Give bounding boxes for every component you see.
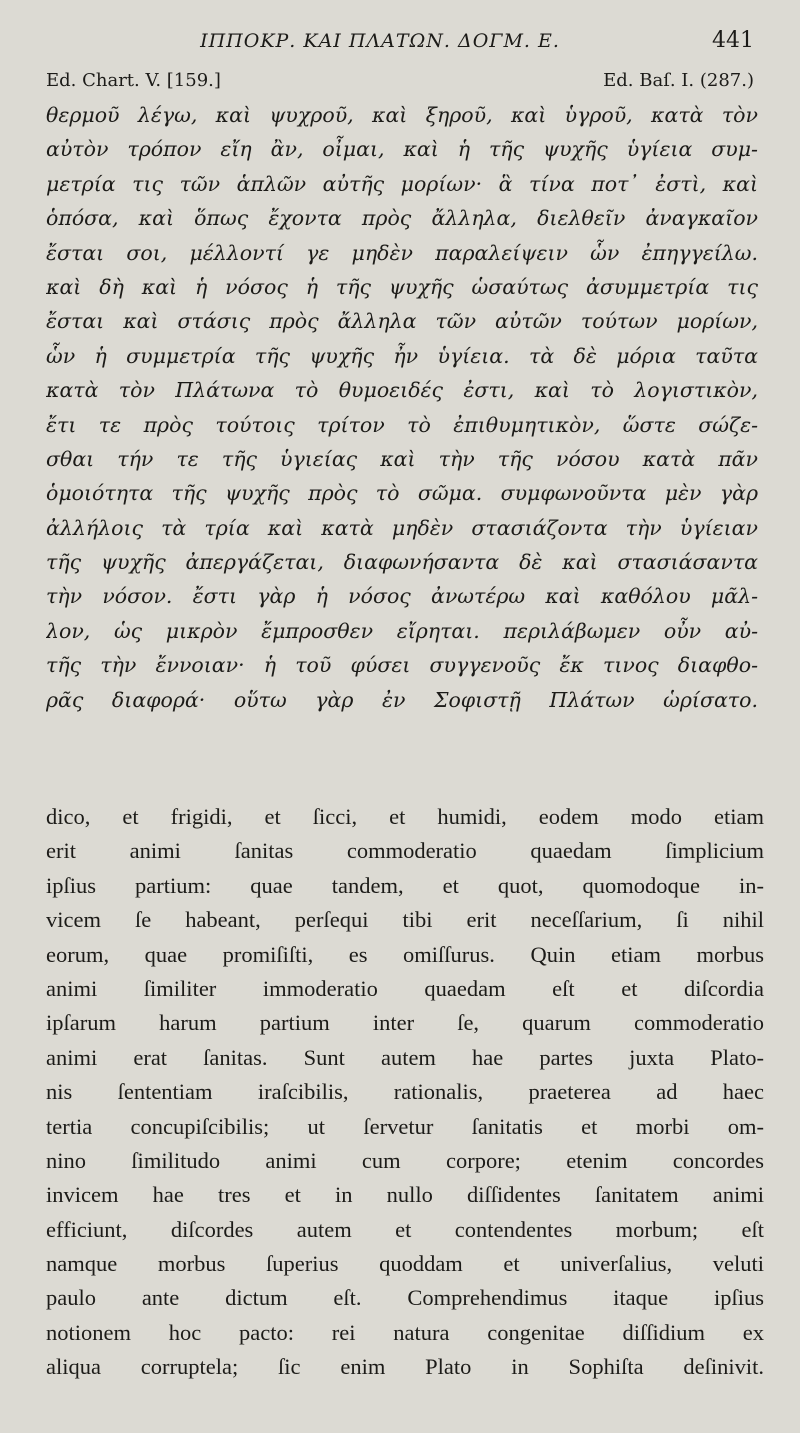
latin-text-line: invicem hae tres et in nullo diſſidentes ſanitatem animi <box>46 1182 764 1208</box>
latin-text-line: eorum, quae promiſiſti, es omiſſurus. Quin etiam morbus <box>46 941 764 967</box>
page-number: 441 <box>712 28 754 53</box>
latin-text-line: efficiunt, diſcordes autem et contendentes morbum; eſt <box>46 1216 764 1242</box>
edition-references <box>46 70 754 96</box>
latin-text-line: nino ſimilitudo animi cum corpore; etenim concordes <box>46 1147 764 1173</box>
latin-text-line: ipſius partium: quae tandem, et quot, quomodoque in- <box>46 872 764 898</box>
greek-text-line: ἀλλήλοις τὰ τρία καὶ κατὰ μηδὲν στασιάζοντα τὴν ὑγίειαν <box>46 515 758 540</box>
greek-text-line: θερμοῦ λέγω, καὶ ψυχροῦ, καὶ ξηροῦ, καὶ ὑγροῦ, κατὰ τὸν <box>46 103 758 127</box>
latin-text <box>46 800 764 1385</box>
greek-text-line: τῆς τὴν ἔννοιαν· ἡ τοῦ φύσει συγγενοῦς ἔκ τινος διαφθο- <box>46 653 758 678</box>
edition-basel: Ed. Baſ. I. (287.) <box>603 70 754 91</box>
greek-text-line: ἔσται καὶ στάσις πρὸς ἄλληλα τῶν αὐτῶν τούτων μορίων, <box>46 309 758 334</box>
edition-chartier: Ed. Chart. V. [159.] <box>46 70 221 91</box>
greek-text-line: σθαι τήν τε τῆς ὑγιείας καὶ τὴν τῆς νόσου κατὰ πᾶν <box>46 446 758 471</box>
latin-text-line: animi ſimiliter immoderatio quaedam eſt et diſcordia <box>46 975 764 1001</box>
greek-text-line: αὐτὸν τρόπον εἴη ἂν, οἶμαι, καὶ ἡ τῆς ψυχῆς ὑγίεια συμ- <box>46 137 758 162</box>
greek-text-line: ὁπόσα, καὶ ὅπως ἔχοντα πρὸς ἄλληλα, διελθεῖν ἀναγκαῖον <box>46 206 758 231</box>
greek-text-line: ὁμοιότητα τῆς ψυχῆς πρὸς τὸ σῶμα. συμφωνοῦντα μὲν γὰρ <box>46 481 758 506</box>
latin-text-line: nis ſententiam iraſcibilis, rationalis, praeterea ad haec <box>46 1079 764 1105</box>
greek-text-line: ὧν ἡ συμμετρία τῆς ψυχῆς ἦν ὑγίεια. τὰ δὲ μόρια ταῦτα <box>46 343 758 368</box>
greek-text-line: ἔτι τε πρὸς τούτοις τρίτον τὸ ἐπιθυμητικὸν, ὥστε σώζε- <box>46 412 758 437</box>
latin-text-line: namque morbus ſuperius quoddam et univerſalius, veluti <box>46 1251 764 1277</box>
greek-text-line: ἔσται σοι, μέλλοντί γε μηδὲν παραλείψειν ὧν ἐπηγγείλω. <box>46 240 758 265</box>
greek-text <box>46 98 758 717</box>
latin-text-line: aliqua corruptela; ſic enim Plato in Sophiſta deſinivit. <box>46 1354 764 1380</box>
running-head <box>0 30 800 62</box>
latin-text-line: animi erat ſanitas. Sunt autem hae partes juxta Plato- <box>46 1044 764 1070</box>
greek-text-line: καὶ δὴ καὶ ἡ νόσος ἡ τῆς ψυχῆς ὡσαύτως ἀσυμμετρία τις <box>46 274 758 299</box>
greek-text-line: λον, ὡς μικρὸν ἔμπροσθεν εἴρηται. περιλάβωμεν οὖν αὐ- <box>46 618 758 643</box>
greek-text-line: κατὰ τὸν Πλάτωνα τὸ θυμοειδές ἐστι, καὶ τὸ λογιστικὸν, <box>46 378 758 403</box>
latin-text-line: tertia concupiſcibilis; ut ſervetur ſanitatis et morbi om- <box>46 1113 764 1139</box>
latin-text-line: dico, et frigidi, et ſicci, et humidi, eodem modo etiam <box>46 804 764 829</box>
greek-text-line: ρᾶς διαφορά· οὕτω γὰρ ἐν Σοφιστῇ Πλάτων ὡρίσατο. <box>46 687 758 712</box>
greek-text-line: τῆς ψυχῆς ἀπεργάζεται, διαφωνήσαντα δὲ καὶ στασιάσαντα <box>46 550 758 575</box>
running-title: ΙΠΠΟΚΡ. ΚΑΙ ΠΛΑΤΩΝ. ΔΟΓΜ. Ε. <box>200 30 560 52</box>
latin-text-line: erit animi ſanitas commoderatio quaedam ſimplicium <box>46 838 764 864</box>
latin-text-line: vicem ſe habeant, perſequi tibi erit neceſſarium, ſi nihil <box>46 907 764 933</box>
latin-text-line: notionem hoc pacto: rei natura congenitae diſſidium ex <box>46 1319 764 1345</box>
greek-text-line: τὴν νόσον. ἔστι γὰρ ἡ νόσος ἀνωτέρω καὶ καθόλου μᾶλ- <box>46 584 758 609</box>
latin-text-line: paulo ante dictum eſt. Comprehendimus itaque ipſius <box>46 1285 764 1311</box>
latin-text-line: ipſarum harum partium inter ſe, quarum commoderatio <box>46 1010 764 1036</box>
greek-text-line: μετρία τις τῶν ἁπλῶν αὐτῆς μορίων· ἃ τίνα ποτ᾽ ἐστὶ, καὶ <box>46 171 758 196</box>
